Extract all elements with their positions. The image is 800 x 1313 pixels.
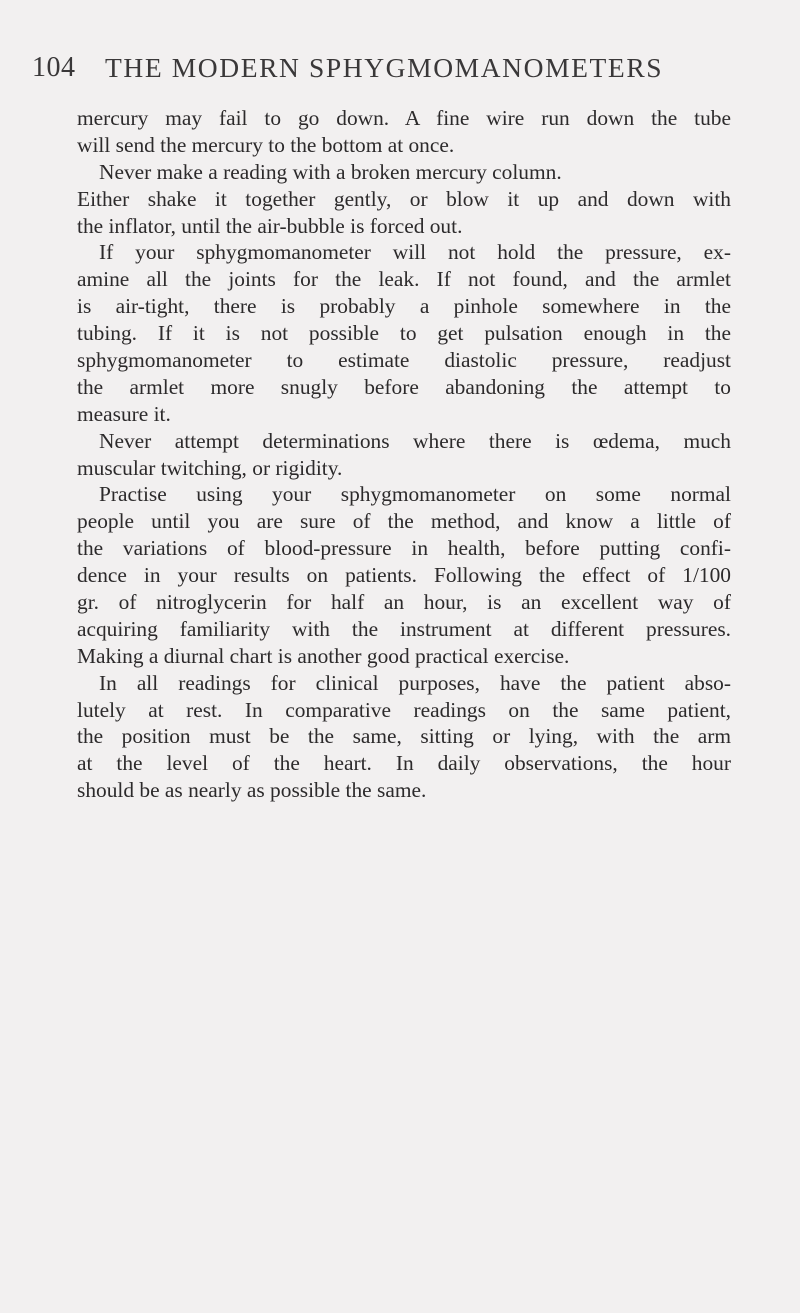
- text-line: In all readings for clinical purposes, have the patient abso-: [99, 670, 731, 695]
- text-line: lutely at rest. In comparative readings on the same patient,: [77, 697, 731, 722]
- text-line: gr. of nitroglycerin for half an hour, is an excellent way of: [77, 590, 731, 615]
- text-line: should be as nearly as possible the same.: [77, 778, 427, 803]
- text-line: measure it.: [77, 401, 171, 426]
- text-line: the variations of blood-pressure in health, before putting confi-: [77, 536, 731, 561]
- text-line: acquiring familiarity with the instrument at different pressures.: [77, 616, 731, 641]
- text-line: the inflator, until the air-bubble is forced out.: [77, 213, 463, 238]
- body-text: [77, 105, 731, 804]
- text-line: If your sphygmomanometer will not hold the pressure, ex-: [99, 240, 731, 265]
- text-line: tubing. If it is not possible to get pulsation enough in the: [77, 321, 731, 346]
- page-header: [32, 52, 732, 92]
- text-line: mercury may fail to go down. A fine wire run down the tube: [77, 106, 731, 130]
- text-line: people until you are sure of the method, and know a little of: [77, 509, 731, 534]
- text-line: the armlet more snugly before abandoning the attempt to: [77, 374, 731, 399]
- text-line: dence in your results on patients. Following the effect of 1/100: [77, 563, 731, 588]
- page-number: 104: [32, 52, 76, 83]
- text-line: Either shake it together gently, or blow it up and down with: [77, 186, 731, 211]
- text-line: muscular twitching, or rigidity.: [77, 455, 343, 480]
- text-line: Never make a reading with a broken mercury column.: [99, 159, 562, 184]
- running-title: THE MODERN SPHYGMOMANOMETERS: [105, 52, 664, 83]
- text-line: is air-tight, there is probably a pinhole somewhere in the: [77, 294, 731, 319]
- text-line: Never attempt determinations where there is œdema, much: [99, 428, 731, 453]
- text-line: at the level of the heart. In daily observations, the hour: [77, 751, 731, 776]
- text-line: will send the mercury to the bottom at once.: [77, 132, 455, 157]
- text-line: sphygmomanometer to estimate diastolic pressure, readjust: [77, 348, 731, 373]
- text-line: amine all the joints for the leak. If not found, and the armlet: [77, 267, 731, 292]
- text-line: Making a diurnal chart is another good practical exercise.: [77, 643, 570, 668]
- text-line: Practise using your sphygmomanometer on some normal: [99, 482, 731, 507]
- text-line: the position must be the same, sitting or lying, with the arm: [77, 724, 731, 749]
